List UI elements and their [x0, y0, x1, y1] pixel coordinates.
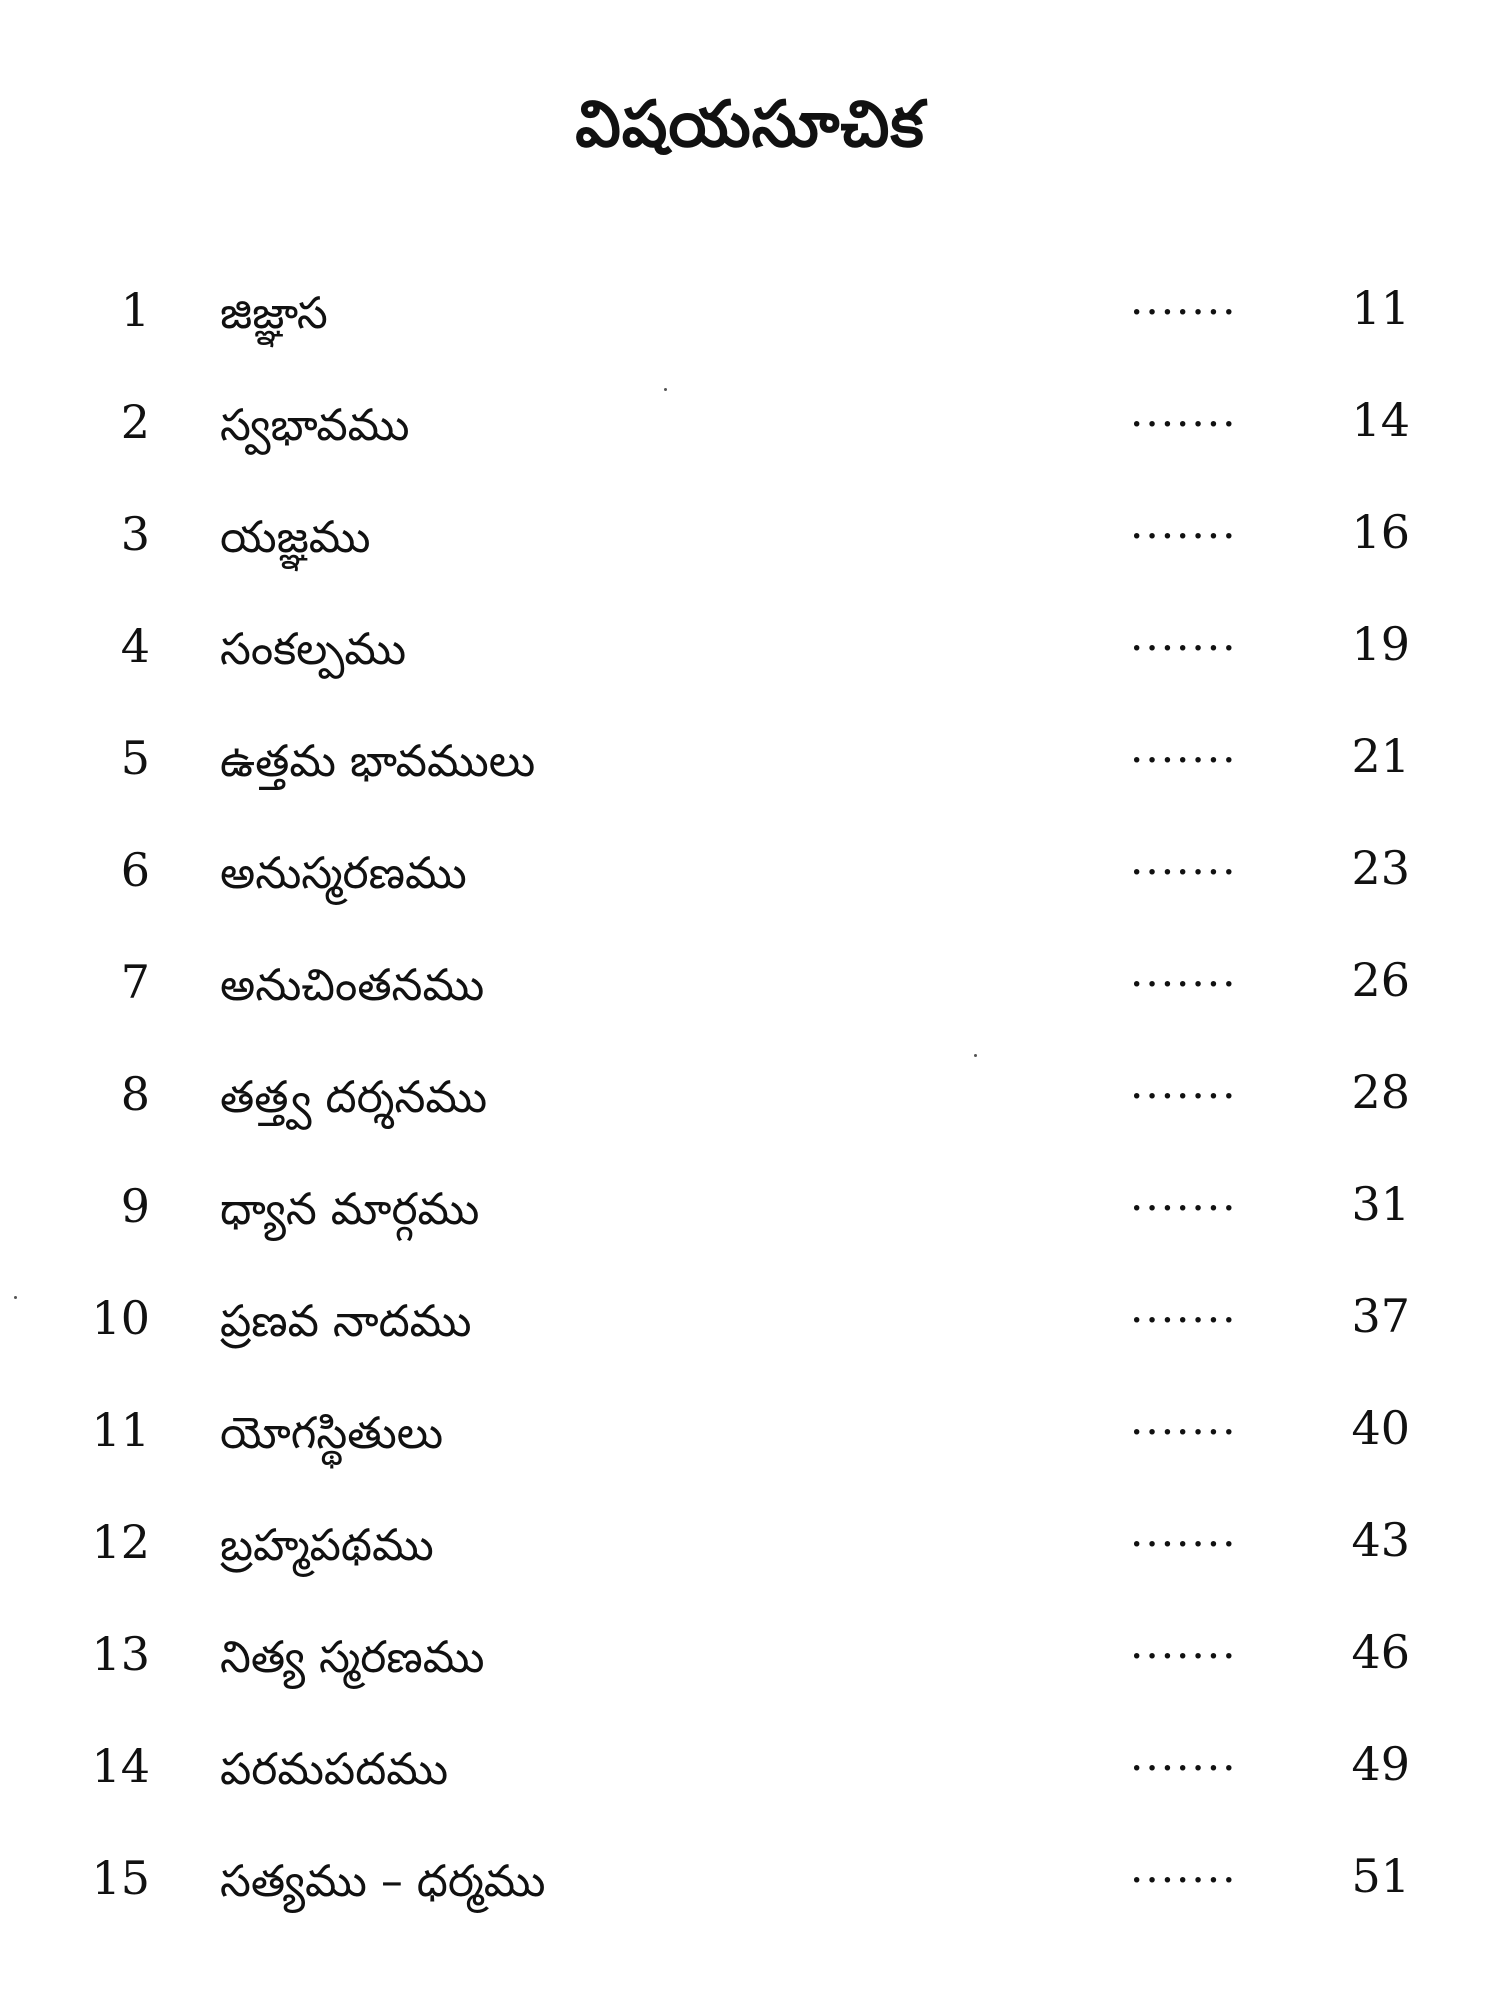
chapter-title: ప్రణవ నాదము — [220, 1296, 472, 1347]
chapter-number: 2 — [120, 395, 150, 449]
chapter-number: 6 — [120, 843, 150, 897]
chapter-title: బ్రహ్మపథము — [220, 1520, 434, 1571]
dot-leader: ....... — [1130, 1731, 1238, 1780]
dot-leader: ....... — [1130, 1619, 1238, 1668]
chapter-number: 15 — [91, 1851, 150, 1905]
chapter-title: తత్త్వ దర్శనము — [220, 1072, 488, 1123]
page-title: విషయసూచిక — [575, 88, 925, 162]
dot-leader: ....... — [1130, 1283, 1238, 1332]
page-number: 40 — [1351, 1401, 1410, 1455]
dot-leader: ....... — [1130, 723, 1238, 772]
toc-row — [0, 606, 1500, 686]
chapter-title: ఉత్తమ భావములు — [220, 736, 536, 787]
page-number: 28 — [1351, 1065, 1410, 1119]
page-number: 49 — [1351, 1737, 1410, 1791]
chapter-title: ధ్యాన మార్గము — [220, 1184, 480, 1235]
chapter-number: 10 — [91, 1291, 150, 1345]
dot-leader: ....... — [1130, 611, 1238, 660]
chapter-title: పరమపదము — [220, 1744, 449, 1795]
chapter-number: 13 — [91, 1627, 150, 1681]
chapter-title: యోగస్థితులు — [220, 1408, 444, 1459]
page-number: 31 — [1351, 1177, 1410, 1231]
chapter-title: అనుస్మరణము — [220, 848, 467, 899]
dot-leader: ....... — [1130, 1171, 1238, 1220]
page-number: 26 — [1351, 953, 1410, 1007]
print-speck — [14, 1296, 17, 1299]
toc-row — [0, 830, 1500, 910]
page-number: 51 — [1351, 1849, 1410, 1903]
dot-leader: ....... — [1130, 1843, 1238, 1892]
chapter-number: 4 — [120, 619, 150, 673]
dot-leader: ....... — [1130, 1507, 1238, 1556]
page-number: 43 — [1351, 1513, 1410, 1567]
chapter-number: 11 — [91, 1403, 150, 1457]
dot-leader: ....... — [1130, 1395, 1238, 1444]
dot-leader: ....... — [1130, 1059, 1238, 1108]
chapter-title: నిత్య స్మరణము — [220, 1632, 485, 1683]
chapter-title: అనుచింతనము — [220, 960, 485, 1011]
page-number: 37 — [1351, 1289, 1410, 1343]
chapter-title: యజ్ఞము — [220, 512, 371, 563]
chapter-title: జిజ్ఞాస — [220, 288, 328, 339]
print-speck — [974, 1054, 977, 1057]
chapter-number: 3 — [120, 507, 150, 561]
page-number: 16 — [1351, 505, 1410, 559]
chapter-number: 7 — [120, 955, 150, 1009]
toc-row — [0, 1726, 1500, 1806]
toc-row — [0, 1390, 1500, 1470]
page-number: 46 — [1351, 1625, 1410, 1679]
toc-row — [0, 494, 1500, 574]
chapter-number: 8 — [120, 1067, 150, 1121]
toc-row — [0, 942, 1500, 1022]
chapter-title: సంకల్పము — [220, 624, 407, 675]
toc-row — [0, 270, 1500, 350]
print-speck — [664, 388, 667, 391]
toc-row — [0, 1278, 1500, 1358]
toc-row — [0, 382, 1500, 462]
chapter-number: 9 — [120, 1179, 150, 1233]
toc-row — [0, 1502, 1500, 1582]
chapter-number: 1 — [120, 283, 150, 337]
dot-leader: ....... — [1130, 499, 1238, 548]
dot-leader: ....... — [1130, 387, 1238, 436]
chapter-number: 5 — [120, 731, 150, 785]
toc-row — [0, 1838, 1500, 1918]
dot-leader: ....... — [1130, 835, 1238, 884]
page-number: 21 — [1351, 729, 1410, 783]
toc-row — [0, 1614, 1500, 1694]
toc-row — [0, 718, 1500, 798]
chapter-title: స్వభావము — [220, 400, 410, 451]
page-number: 19 — [1351, 617, 1410, 671]
toc-row — [0, 1054, 1500, 1134]
chapter-title: సత్యము – ధర్మము — [220, 1856, 546, 1907]
page-number: 23 — [1351, 841, 1410, 895]
page-number: 14 — [1351, 393, 1410, 447]
chapter-number: 14 — [91, 1739, 150, 1793]
toc-row — [0, 1166, 1500, 1246]
chapter-number: 12 — [91, 1515, 150, 1569]
dot-leader: ....... — [1130, 947, 1238, 996]
page-number: 11 — [1351, 281, 1410, 335]
dot-leader: ....... — [1130, 275, 1238, 324]
